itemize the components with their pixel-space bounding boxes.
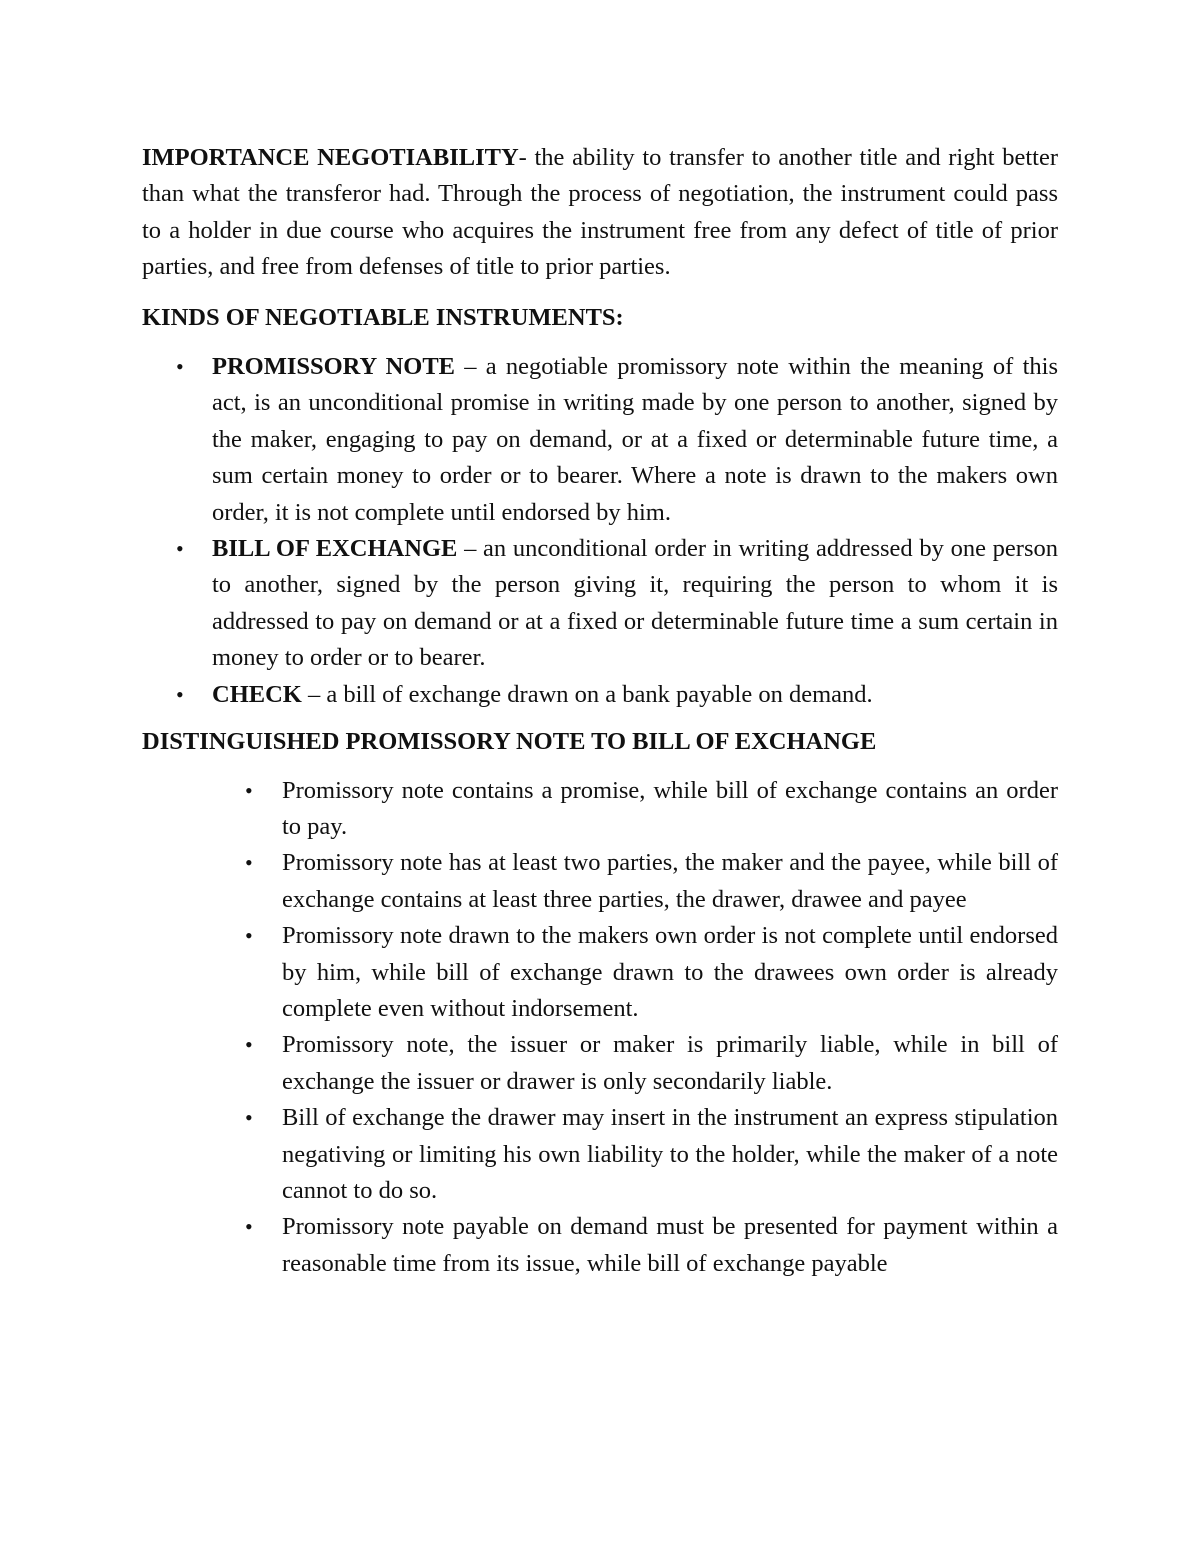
bullet-icon: • (176, 354, 184, 380)
kinds-list (142, 349, 1058, 713)
distinguished-heading: DISTINGUISHED PROMISSORY NOTE TO BILL OF EXCHANGE (142, 728, 877, 756)
bullet-icon: • (245, 777, 253, 803)
list-item (142, 1209, 1058, 1282)
item-text: Promissory note has at least two parties, the maker and the payee, while bill of exchange contains at least three parties, the drawer, drawee and payee (282, 849, 1058, 913)
document-page (142, 140, 1058, 1282)
bullet-icon: • (245, 850, 253, 876)
bullet-icon: • (176, 681, 184, 707)
item-text: – a negotiable promissory note within the meaning of this act, is an unconditional promise in writing made by one person to another, signed by the maker, engaging to pay on demand, or at a fixed or determinable future time, a sum certain money to order or to bearer. Where a note is drawn to the makers own order, it is not complete until endorsed by him. (212, 353, 1058, 526)
item-text: Promissory note drawn to the makers own order is not complete until endorsed by him, while bill of exchange drawn to the drawees own order is already complete even without indorsement. (282, 922, 1058, 1022)
item-text: – an unconditional order in writing addressed by one person to another, signed by the person giving it, requiring the person to whom it is addressed to pay on demand or at a fixed or determinable future time a sum certain in money to order or to bearer. (212, 535, 1058, 672)
list-item (142, 531, 1058, 677)
item-text: Promissory note, the issuer or maker is primarily liable, while in bill of exchange the issuer or drawer is only secondarily liable. (282, 1031, 1058, 1095)
kinds-heading: KINDS OF NEGOTIABLE INSTRUMENTS: (142, 303, 624, 331)
item-term: BILL OF EXCHANGE (212, 535, 458, 563)
bullet-icon: • (245, 1214, 253, 1240)
bullet-icon: • (245, 1032, 253, 1058)
bullet-icon: • (245, 923, 253, 949)
bullet-icon: • (176, 536, 184, 562)
intro-paragraph (142, 140, 1058, 286)
item-text: – a bill of exchange drawn on a bank payable on demand. (301, 680, 873, 708)
list-item (142, 1100, 1058, 1209)
list-item (142, 918, 1058, 1027)
list-item (142, 677, 1058, 713)
item-text: Promissory note payable on demand must be presented for payment within a reasonable time from its issue, while bill of exchange payable (282, 1213, 1058, 1277)
list-item (142, 349, 1058, 531)
item-text: Promissory note contains a promise, while bill of exchange contains an order to pay. (282, 776, 1058, 840)
distinguished-list (142, 773, 1058, 1283)
list-item (142, 1027, 1058, 1100)
item-term: PROMISSORY NOTE (212, 353, 455, 381)
item-term: CHECK (212, 680, 302, 708)
bullet-icon: • (245, 1105, 253, 1131)
item-text: Bill of exchange the drawer may insert in the instrument an express stipulation negativing or limiting his own liability to the holder, while the maker of a note cannot to do so. (282, 1104, 1058, 1204)
intro-text: - the ability to transfer to another title and right better than what the transferor had. Through the process of negotiation, the instrument could pass to a holder in due course who acquires the instrument free from any defect of title of prior parties, and free from defenses of title to prior parties. (142, 144, 1058, 281)
list-item (142, 845, 1058, 918)
list-item (142, 773, 1058, 846)
intro-term: IMPORTANCE NEGOTIABILITY (142, 144, 519, 171)
